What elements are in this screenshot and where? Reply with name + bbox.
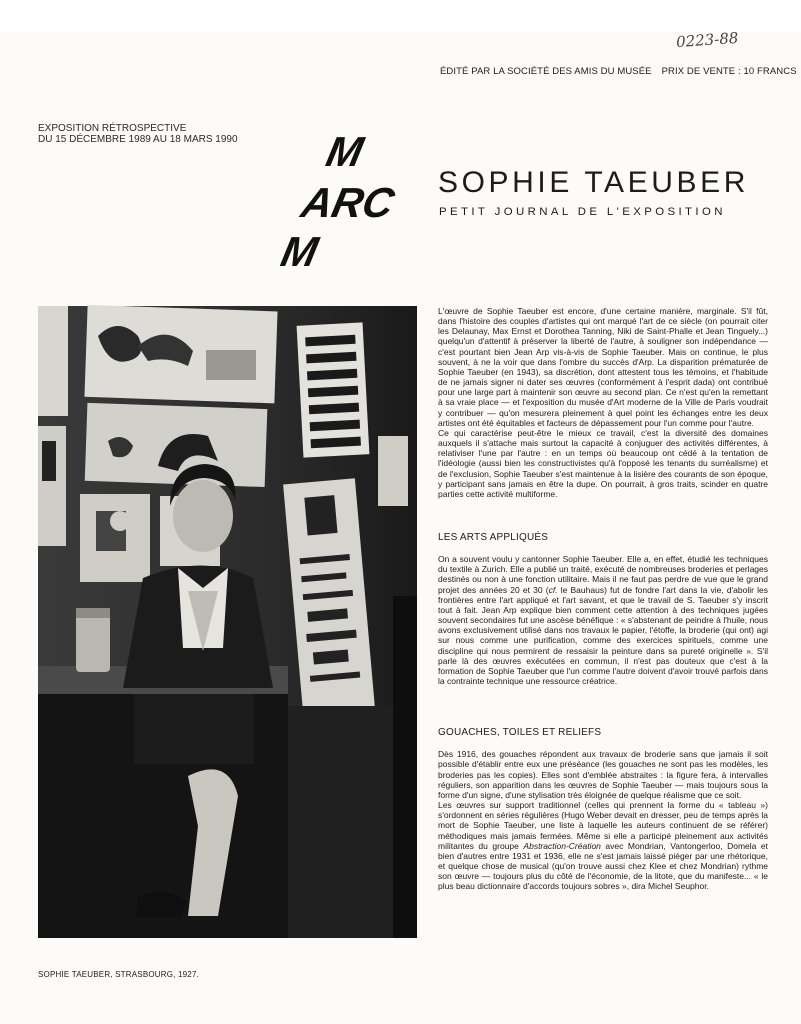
page-top-edge (0, 0, 801, 32)
logo-letter-m-bottom: M (277, 228, 322, 275)
portrait-photo-illustration (38, 306, 417, 938)
exhibition-dates (38, 123, 278, 145)
intro-paragraph-2: Ce qui caractérise peut-être le mieux ce travail, c'est la diversité des domaines auxquels il s'attache mais surtout la capacité à conjuguer des activités différentes, à relativiser l'une par l'autre : en un temps où beaucoup ont cédé à la tentation de l'idéologie (aussi bien les constructivistes qu'à l'opposé les tenants du surréalisme) et de l'exclusion, Sophie Taeuber s'est maintenue à la lisière des courants de son époque, y participant sans jamais en être la dupe. On pourrait, à gros traits, scinder en quatre parties cette activité multiforme. (438, 427, 768, 499)
arts-text-part-1: On a souvent voulu y cantonner Sophie Taeuber. Elle a, en effet, étudié les techniques du textile à Zurich. Elle a publié un traité, exécuté de nombreuses broderies et perlages destinés ou non à une fonction utilitaire. Mais il ne faut pas perdre de vue que le grand projet des années 20 et 30 ( (438, 554, 768, 595)
photo-caption: SOPHIE TAEUBER, STRASBOURG, 1927. (38, 970, 200, 979)
arts-text-part-2: le Bauhaus) fut de fondre l'art dans la vie, d'abolir les frontières entre l'art appliqué et l'art savant, et que le travail de S. Taeuber s'y inscrit tout à fait. Jean Arp explique bien comment cette attention à des techniques jugées souvent secondaires fut une ascèse bénéfique : « s'abstenant de peindre à l'huile, nous avons exclusivement utilisé dans nos travaux le papier, l'étoffe, la broderie (qui ont) agi sur nous comme une purification, comme des exercices spirituels, comme une discipline qui nous permirent de ressaisir la peinture dans sa pureté originelle ». S'il parle là des œuvres exécutées en commun, il n'est pas douteux que c'est à la formation de Sophie Taeuber que l'un comme l'autre doivent d'avoir trouvé parfois dans la contrainte technique une ressource créatrice. (438, 584, 768, 686)
arts-text-cf: cf. (548, 584, 558, 595)
publisher-text: ÉDITÉ PAR LA SOCIÉTÉ DES AMIS DU MUSÉE (440, 66, 652, 77)
logo-letters-arc: ARC (297, 179, 399, 226)
section-heading-arts: LES ARTS APPLIQUÉS (438, 531, 549, 543)
handwritten-note: 0223-88 (675, 28, 739, 52)
exhibition-line-2: DU 15 DÉCEMBRE 1989 AU 18 MARS 1990 (38, 134, 238, 145)
gouaches-text-part-1: Les œuvres sur support traditionnel (celles qui prennent la forme du « tableau ») s'ordonnent en séries régulières (Hugo Weber devait en dresser, peu de temps après la mort de Sophie Taeuber, une liste à laquelle les auteurs continuent de se référer) méthodiques mais jamais fermées. Même si elle a participé pleinement aux activités militantes du groupe (438, 800, 768, 851)
gouaches-text-part-2: avec Mondrian, Vantongerloo, Domela et bien d'autres entre 1931 et 1936, elle ne s'est jamais laissé piéger par une rhétorique, et quelque chose de musical (qu'on trouve aussi chez Klee et chez Mondrian) rythme son œuvre — toujours plus du côté de l'économie, de la litote, que du manifeste... « le plus beau dictionnaire d'accords toujours sobres », dira Michel Seuphor. (438, 840, 768, 892)
exhibition-line-1: EXPOSITION RÉTROSPECTIVE (38, 123, 187, 134)
article-text-column (438, 306, 768, 996)
portrait-photo (38, 306, 417, 938)
intro-paragraph-1: L'œuvre de Sophie Taeuber est encore, d'une certaine manière, marginale. S'il fût, dans l'histoire des couples d'artistes qui ont marqué l'art de ce siècle (on pourrait citer les Delaunay, Max Ernst et Dorothea Tanning, Niki de Saint-Phalle et Jean Tinguely...) quelqu'un d'attentif à préserver la liberté de l'autre, à souligner son indépendance — c'est pourtant bien Jean Arp vis-à-vis de Sophie Taeuber. Mais on continue, le plus souvent, à ne la voir que dans l'ombre du succès d'Arp. La disparition prématurée de Sophie Taeuber (en 1943), sa discrétion, dont attestent tous les témoins, et l'habitude de ne jamais signer ni dater ses œuvres (conformément à l'esprit dada) ont contribué pour une large part à maintenir son œuvre au second plan. Ce n'est qu'en la remettant à sa vraie place — et l'exposition du musée d'Art moderne de la Ville de Paris voudrait y contribuer — qu'on mesurera pleinement à quel point les échanges entre les deux artistes ont été équitables et facteurs de dépassement pour l'un comme pour l'autre. (438, 306, 768, 428)
price-text: PRIX DE VENTE : 10 FRANCS (661, 66, 797, 77)
gouaches-paragraph-2 (438, 800, 768, 891)
publisher-line (440, 66, 797, 77)
gouaches-text-abstraction: Abstraction-Création (523, 840, 601, 851)
gouaches-paragraph-1: Dès 1916, des gouaches répondent aux travaux de broderie sans que jamais il soit possible d'établir entre eux une préséance (les gouaches ne sont pas les modèles, les broderies pas les copies). Elles sont d'emblée abstraites : la figure fera, à intervalles réguliers, son apparition dans les œuvres de Sophie Taeuber — mais toujours sous la forme d'un signe, d'une stylisation très éloignée de quelque réalisme que ce soit. (438, 749, 768, 800)
page-subtitle: PETIT JOURNAL DE L'EXPOSITION (439, 206, 726, 218)
section-heading-gouaches: GOUACHES, TOILES ET RELIEFS (438, 727, 602, 739)
marc-logo (277, 120, 399, 275)
logo-letter-m-top: M (322, 128, 368, 175)
arts-paragraph (438, 554, 768, 686)
page-title: SOPHIE TAEUBER (438, 166, 750, 199)
